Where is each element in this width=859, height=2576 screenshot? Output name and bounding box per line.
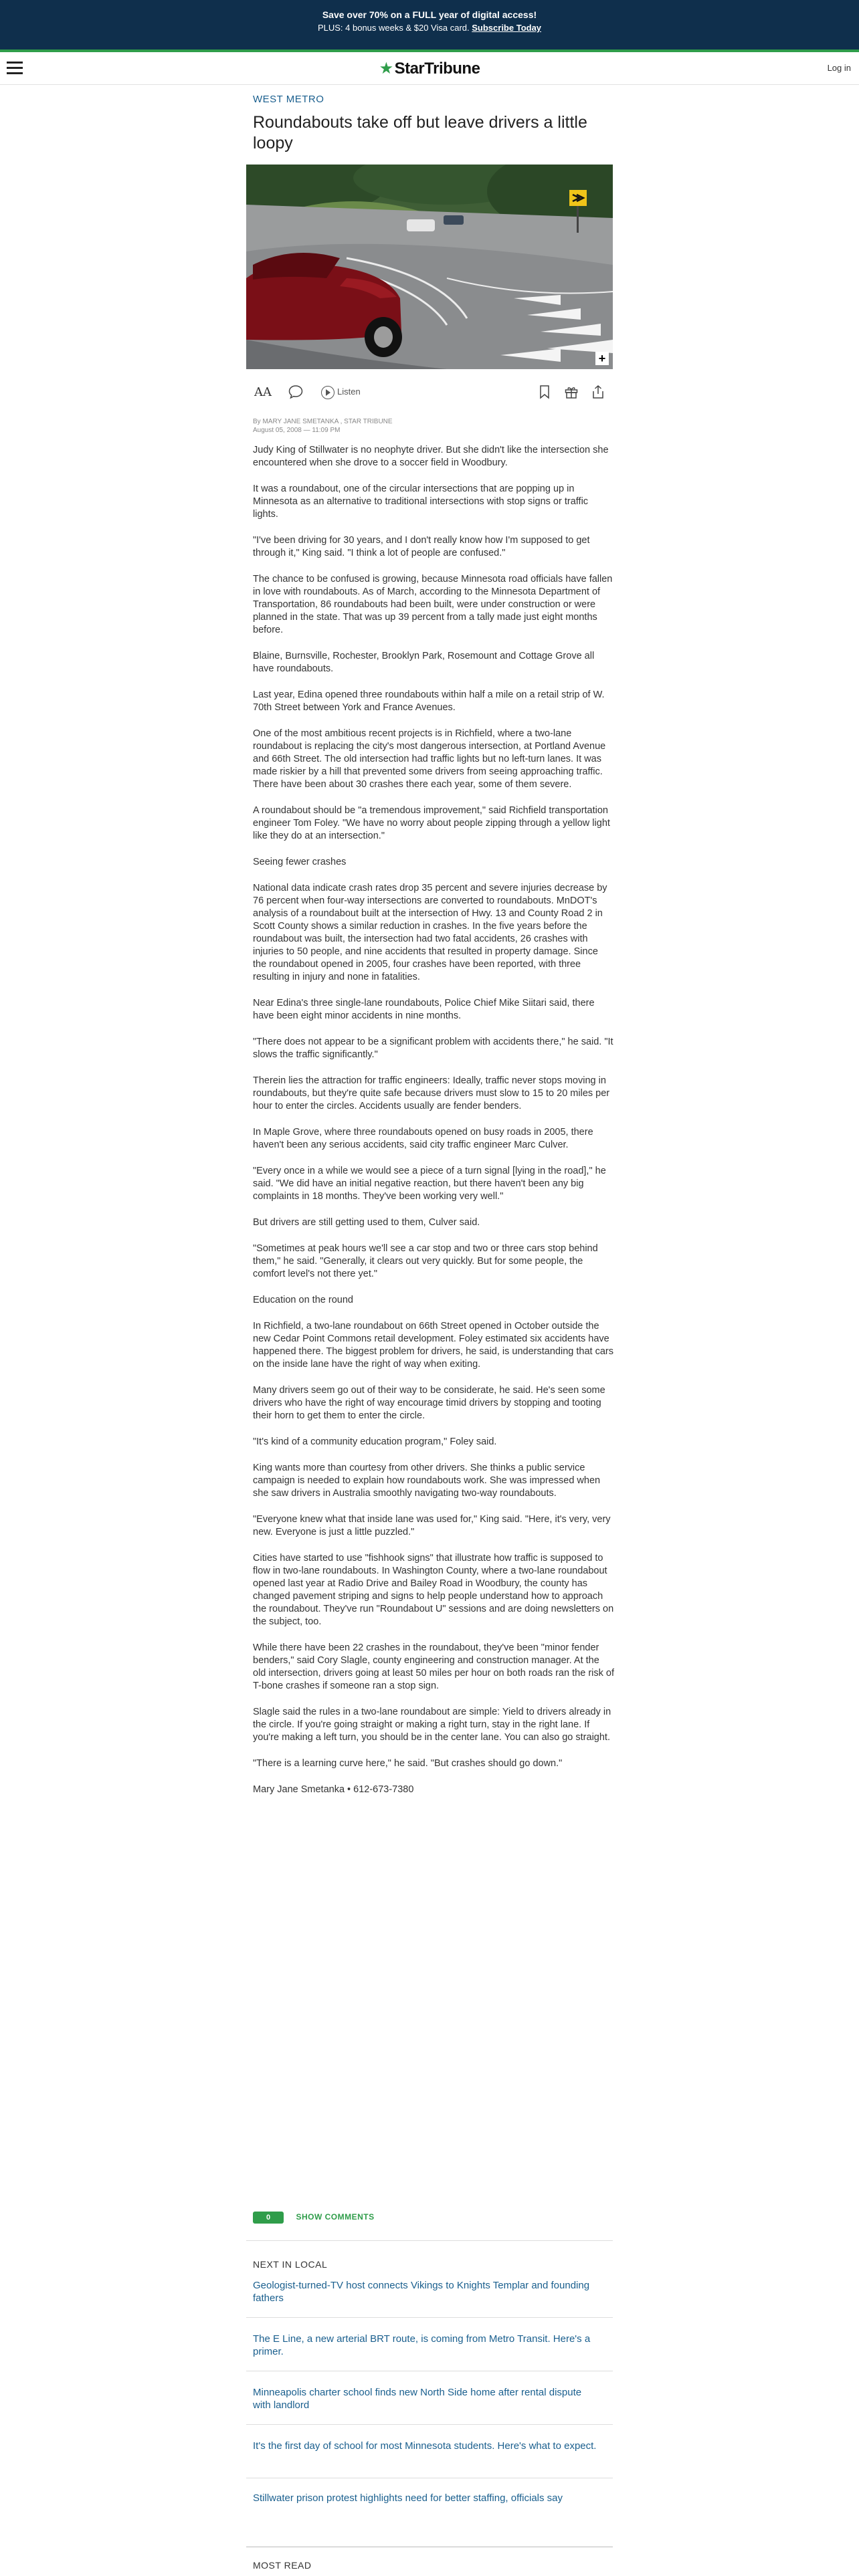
article-photo[interactable] [246, 165, 613, 369]
article-paragraph: Therein lies the attraction for traffic engineers: Ideally, traffic never stops moving in roundabouts, but they're quite safe because drivers must slow to 15 to 20 miles per hour to enter the circles. Accidents usually are fender benders. [253, 1075, 610, 1111]
promo-headline: Save over 70% on a FULL year of digital access! [322, 9, 537, 20]
gift-icon[interactable] [563, 384, 579, 400]
next-in-local-title: NEXT IN LOCAL [253, 2259, 328, 2270]
article-paragraph: Cities have started to use "fishhook signs" that illustrate how traffic is supposed to flow in two-lane roundabouts. In Washington County, where a two-lane roundabout opened last year at Radio Drive and Bailey Road in Woodbury, the county has changed pavement striping and signs to help people understand how to approach the roundabout. They've run "Roundabout U" sessions and are doing newsletters on the subject, too. [253, 1553, 614, 1627]
article-paragraph: In Maple Grove, where three roundabouts opened on busy roads in 2005, there haven't been any serious accidents, said city traffic engineer Marc Culver. [253, 1127, 593, 1150]
share-icon[interactable] [590, 384, 606, 400]
article-paragraph: Near Edina's three single-lane roundabouts, Police Chief Mike Siitari said, there have been eight minor accidents in nine months. [253, 998, 595, 1021]
promo-banner [0, 0, 859, 52]
subscribe-link[interactable]: Subscribe Today [472, 23, 542, 33]
article-paragraph: King wants more than courtesy from other drivers. She thinks a public service campaign is needed to explain how roundabouts work. She was impressed when she saw drivers in Australia smoothly navigating two-way roundabouts. [253, 1463, 601, 1499]
next-in-local-link[interactable]: Minneapolis charter school finds new North Side home after rental dispute with landlord [253, 2387, 582, 2411]
byline-block [253, 417, 614, 435]
comment-icon[interactable] [288, 384, 304, 400]
top-nav [0, 52, 859, 85]
next-in-local-link[interactable]: It's the first day of school for most Minnesota students. Here's what to expect. [253, 2440, 597, 2452]
next-in-local-link[interactable]: The E Line, a new arterial BRT route, is coming from Metro Transit. Here's a primer. [253, 2333, 591, 2357]
article-paragraph: "Everyone knew what that inside lane was used for," King said. "Here, it's very, very new. Everyone is just a little puzzled." [253, 1514, 611, 1537]
article-subhead: Education on the round [253, 1295, 353, 1305]
article-subhead: Seeing fewer crashes [253, 857, 347, 867]
star-icon: ★ [379, 60, 393, 78]
article-paragraph: One of the most ambitious recent projects is in Richfield, where a two-lane roundabout is replacing the city's most dangerous intersection, at Portland Avenue and 66th Street. The old intersection had traffic lights but no left-turn lanes. It was made riskier by a hill that prevented some drivers from seeing approaching traffic. There have been about 30 crashes there each year, some of them severe. [253, 728, 606, 790]
play-icon [321, 386, 335, 399]
article-paragraph: But drivers are still getting used to them, Culver said. [253, 1217, 480, 1228]
divider [246, 2240, 613, 2241]
article-paragraph: The chance to be confused is growing, because Minnesota road officials have fallen in love with roundabouts. As of March, according to the Minnesota Department of Transportation, 86 roundabouts had been built, were under construction or were planned in the state. That was up 39 percent from a tally made just eight months before. [253, 574, 613, 635]
roundabout-photo [246, 165, 613, 369]
author-contact: Mary Jane Smetanka • 612-673-7380 [253, 1784, 414, 1795]
article-paragraph: "Every once in a while we would see a piece of a turn signal [lying in the road]," he said. "We did have an initial negative reaction, but there haven't been any big complaints in 18 months. They've been working very well." [253, 1166, 606, 1202]
promo-subline-text: PLUS: 4 bonus weeks & $20 Visa card. [317, 23, 470, 33]
publish-date: August 05, 2008 — 11:09 PM [253, 427, 341, 434]
article-toolbar [253, 383, 614, 404]
article-paragraph: Blaine, Burnsville, Rochester, Brooklyn Park, Rosemount and Cottage Grove all have roundabouts. [253, 651, 595, 674]
article-paragraph: "I've been driving for 30 years, and I don't really know how I'm supposed to get through it," King said. "I think a lot of people are confused." [253, 535, 590, 558]
show-comments-button[interactable]: SHOW COMMENTS [296, 2212, 375, 2222]
bookmark-icon[interactable] [537, 384, 553, 400]
comment-count-badge[interactable]: 0 [253, 2212, 284, 2224]
article-paragraph: "There does not appear to be a significant problem with accidents there," he said. "It slows the traffic significantly." [253, 1037, 613, 1060]
article-paragraph: A roundabout should be "a tremendous improvement," said Richfield transportation engineer Tom Foley. "We have no worry about people zipping through a yellow light like they do at an intersection." [253, 805, 610, 841]
section-label[interactable]: WEST METRO [253, 94, 324, 105]
article-paragraph: In Richfield, a two-lane roundabout on 66th Street opened in October outside the new Cedar Point Commons retail development. Foley estimated six accidents have happened there. The biggest problem for drivers, he said, is understanding that cars on the inside lane have the right of way when exiting. [253, 1321, 613, 1370]
article-paragraph: "It's kind of a community education program," Foley said. [253, 1436, 497, 1447]
next-in-local-link[interactable]: Stillwater prison protest highlights need for better staffing, officials say [253, 2492, 563, 2504]
next-in-local-link[interactable]: Geologist-turned-TV host connects Vikings to Knights Templar and founding fathers [253, 2280, 590, 2304]
article-paragraph: Many drivers seem go out of their way to be considerate, he said. He's seen some drivers who have the right of way encourage timid drivers by stopping and tooting their horn to get them to enter the circle. [253, 1385, 605, 1421]
site-logo[interactable] [0, 59, 859, 78]
article-paragraph: "There is a learning curve here," he said. "But crashes should go down." [253, 1758, 563, 1769]
article-paragraph: Last year, Edina opened three roundabouts within half a mile on a retail strip of W. 70th Street between York and France Avenues. [253, 689, 605, 713]
article-paragraph: National data indicate crash rates drop 35 percent and severe injuries decrease by 76 percent when four-way intersections are converted to roundabouts. MnDOT's analysis of a roundabout built at the intersection of Hwy. 13 and County Road 2 in Scott County shows a similar reduction in crashes. In the five years before the roundabout was built, the intersection had two fatal accidents, 26 crashes with injuries to 50 people, and nine accidents that resulted in property damage. Since the roundabout opened in 2005, four crashes have been reported, with three resulting in injury and none in fatalities. [253, 883, 607, 982]
logo-text: StarTribune [394, 60, 480, 78]
divider [246, 2424, 613, 2425]
divider [246, 2317, 613, 2318]
most-read-title: MOST READ [253, 2560, 312, 2571]
article-paragraph: "Sometimes at peak hours we'll see a car stop and two or three cars stop behind them," he said. "Generally, it clears out very quickly. But for some people, the comfort level's not there yet." [253, 1243, 598, 1279]
listen-button[interactable] [321, 384, 361, 400]
text-size-button[interactable]: AA [254, 385, 272, 399]
article-paragraph: Judy King of Stillwater is no neophyte driver. But she didn't like the intersection she encountered when she drove to a soccer field in Woodbury. [253, 445, 609, 468]
article-paragraph: While there have been 22 crashes in the roundabout, they've been "minor fender benders," said Cory Slagle, county engineering and construction manager. At the old intersection, drivers going at least 50 miles per hour on both roads ran the risk of T-bone crashes if someone ran a stop sign. [253, 1642, 615, 1691]
article-body [253, 444, 614, 1810]
article-headline: Roundabouts take off but leave drivers a little loopy [253, 113, 587, 152]
promo-subline [0, 21, 859, 35]
article-paragraph: It was a roundabout, one of the circular intersections that are popping up in Minnesota as an alternative to traditional intersections with stop signs or traffic lights. [253, 484, 589, 520]
plus-icon[interactable]: + [595, 352, 609, 365]
byline: By MARY JANE SMETANKA , STAR TRIBUNE [253, 418, 393, 425]
comments-bar [253, 2211, 375, 2224]
login-link[interactable]: Log in [827, 63, 851, 73]
listen-label: Listen [337, 387, 361, 397]
article-paragraph: Slagle said the rules in a two-lane roundabout are simple: Yield to drivers already in the circle. If you're going straight or making a right turn, stay in the right lane. If you're making a left turn, you should be in the center lane. You can also go straight. [253, 1707, 611, 1743]
